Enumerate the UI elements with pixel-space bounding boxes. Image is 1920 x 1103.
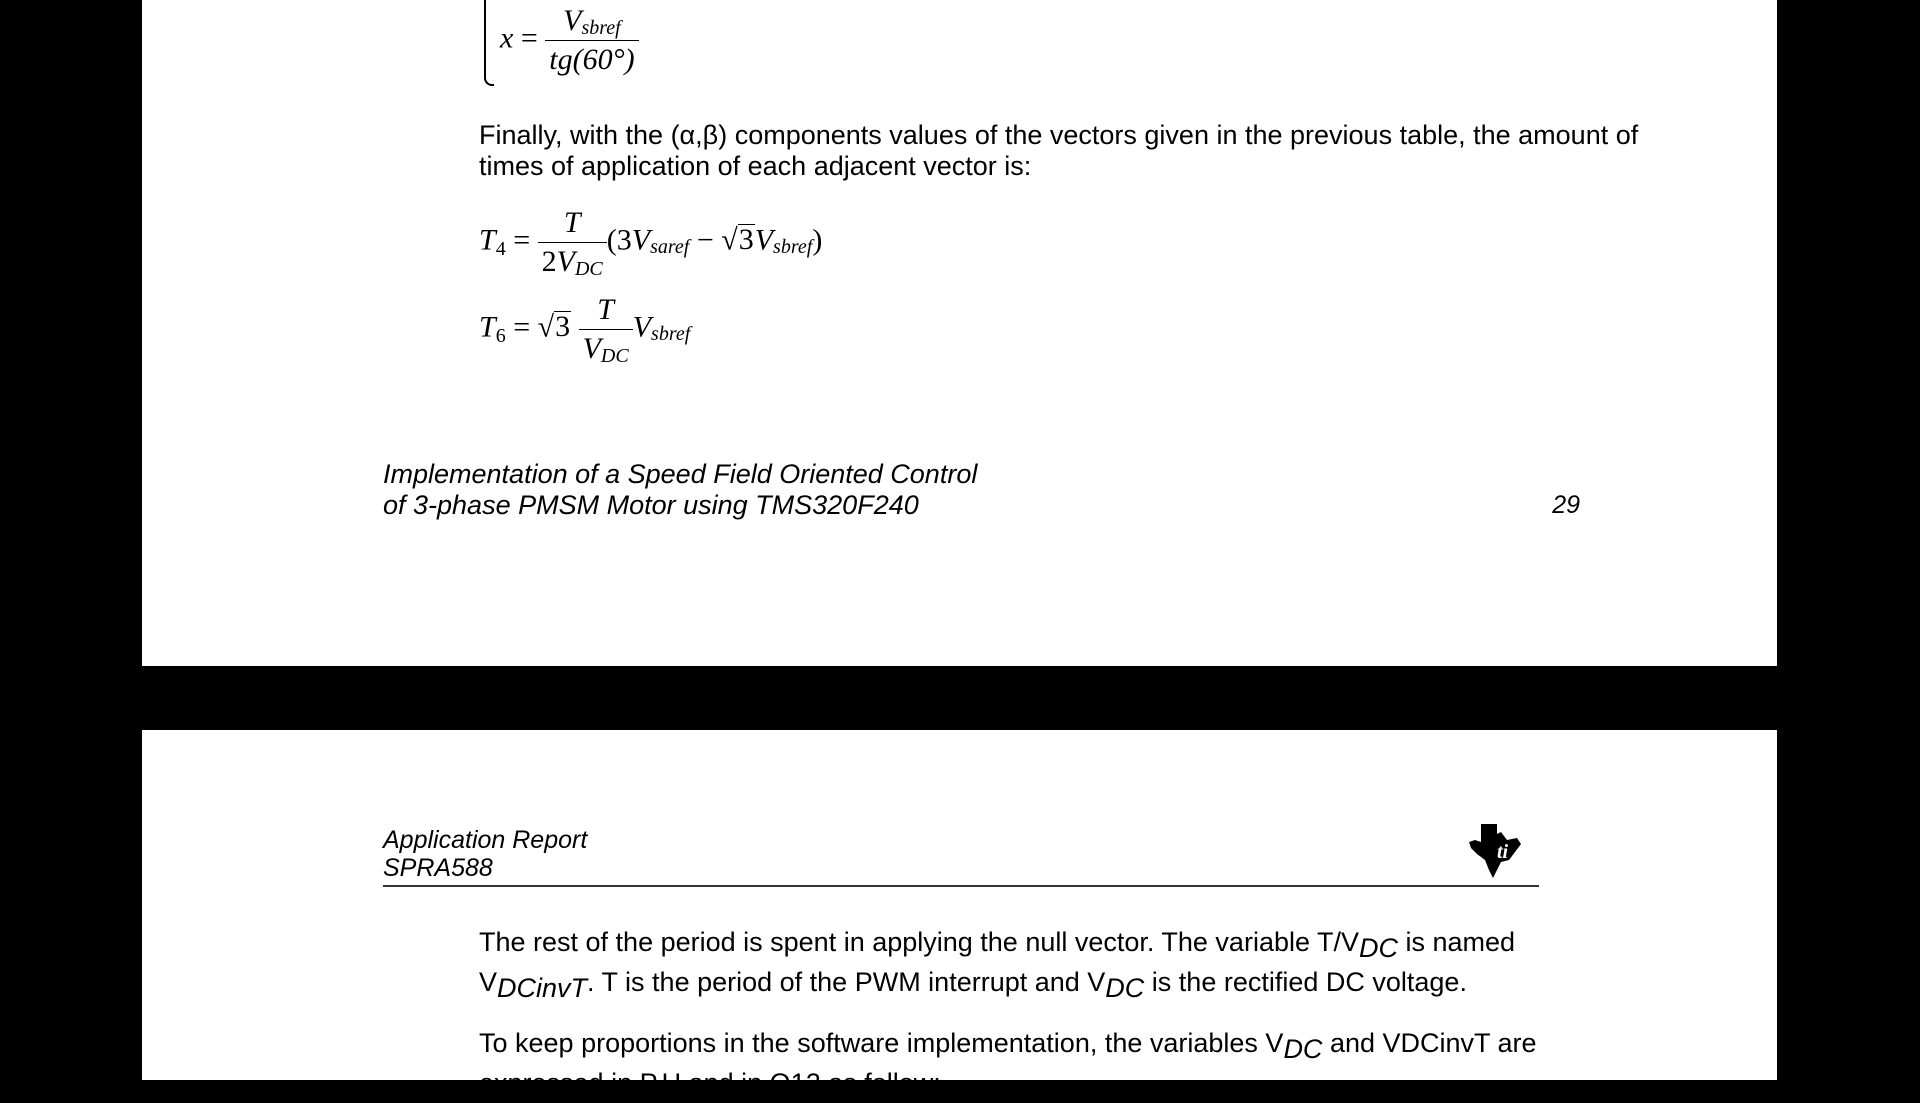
para1-text-5: is the rectified DC voltage. [1144, 967, 1467, 997]
paragraph-proportions [479, 1023, 1639, 1103]
eq-x-num-var: V [563, 4, 582, 37]
eq-t4-var2-sub: sbref [773, 236, 813, 259]
header-divider [383, 885, 1539, 887]
footer-document-title [383, 459, 977, 521]
eq-t4-minus: − [689, 223, 722, 257]
eq-t4-den-coef: 2 [541, 245, 557, 278]
eq-t4-open: (3 [606, 223, 632, 257]
equation-t4: $T_4$ = $\frac{T}{\text{2VDC}}$ (3Vsaref − √3Vsbref) [479, 206, 823, 280]
para2-text-1: To keep proportions in the software implementation, the variables V [479, 1028, 1284, 1058]
sqrt-symbol: √ [721, 223, 738, 257]
para2-text-2: and VDCinvT are [1322, 1028, 1537, 1058]
para1-text-1: The rest of the period is spent in applying the null vector. The variable T/V [479, 927, 1360, 957]
para1-text-2: is named [1398, 927, 1516, 957]
equation-x: x = $\frac{\text{Vsbref}}{tg(60^\circ)}$ [500, 6, 639, 75]
eq-t4-numerator [538, 208, 607, 243]
eq-x-numerator [545, 6, 638, 41]
eq-t6-var-sub: sbref [651, 323, 691, 346]
page-header [383, 826, 587, 882]
eq-t4-close: ) [812, 223, 823, 257]
para2-text-3: expressed in P.U and in Q12 as follow: [479, 1068, 941, 1098]
eq-x-num-sub: sbref [581, 17, 621, 39]
eq-t4-den-sub: DC [574, 258, 603, 280]
equation-t6: $T_6 = √3$ $\frac{T}{\text{VDC}}$ Vsbref [479, 293, 691, 367]
eq-t6-num: T [597, 293, 614, 326]
para1-text-3: V [479, 967, 498, 997]
paragraph-adjacent-vectors: Finally, with the (α,β) components values of the vectors given in the previous table, the amount of times of application of each adjacent vector is: [479, 120, 1639, 181]
footer-title-line2: of 3-phase PMSM Motor using TMS320F240 [383, 490, 919, 520]
eq-t4-num: T [563, 206, 581, 239]
eq-t4-var1: V [631, 223, 651, 257]
eq-x-denominator [545, 41, 638, 75]
eq-t6-denominator [579, 330, 633, 367]
eq-t4-lhs-sub: 4 [495, 238, 506, 261]
eq-t4-var2: V [754, 223, 774, 257]
footer-title-line1: Implementation of a Speed Field Oriented Control [383, 459, 978, 489]
para1-text-4: . T is the period of the PWM interrupt and V [587, 967, 1106, 997]
eq-t4-sqrt-arg: 3 [738, 223, 754, 257]
equation-system-brace [484, 0, 494, 86]
eq-t4-var1-sub: saref [650, 236, 690, 259]
sqrt-symbol: √ [537, 310, 555, 344]
svg-text:ti: ti [1497, 841, 1509, 863]
paragraph-null-vector [479, 922, 1639, 1002]
eq-t4-fraction [538, 206, 607, 280]
eq-t6-lhs-sub: 6 [495, 325, 506, 348]
para2-sub-dc: DC [1283, 1034, 1323, 1064]
para1-sub-dc: DC [1359, 933, 1399, 963]
eq-t4-den-var: V [556, 245, 575, 278]
eq-t6-numerator [579, 295, 633, 330]
eq-t6-lhs: T [479, 310, 496, 344]
document-page-29 [142, 0, 1777, 666]
header-report-type: Application Report [383, 826, 588, 854]
para1-sub-dc-2: DC [1105, 973, 1145, 1003]
document-page-30 [142, 730, 1777, 1098]
eq-t6-den-var: V [582, 332, 601, 365]
eq-x-den: tg(60°) [549, 43, 635, 76]
eq-t6-fraction [579, 293, 633, 367]
eq-x-lhs: x [500, 21, 514, 55]
para1-sub-dcinvt: DCinvT [497, 973, 588, 1003]
eq-t4-denominator [538, 243, 607, 280]
eq-t6-den-sub: DC [600, 345, 629, 367]
eq-t4-lhs: T [479, 223, 496, 257]
eq-t6-var: V [632, 310, 652, 344]
eq-x-fraction [545, 6, 638, 75]
texas-instruments-logo-icon [1467, 822, 1523, 880]
header-report-id: SPRA588 [383, 854, 493, 882]
eq-t6-sqrt-arg: 3 [555, 310, 571, 344]
page-number: 29 [1552, 491, 1580, 519]
